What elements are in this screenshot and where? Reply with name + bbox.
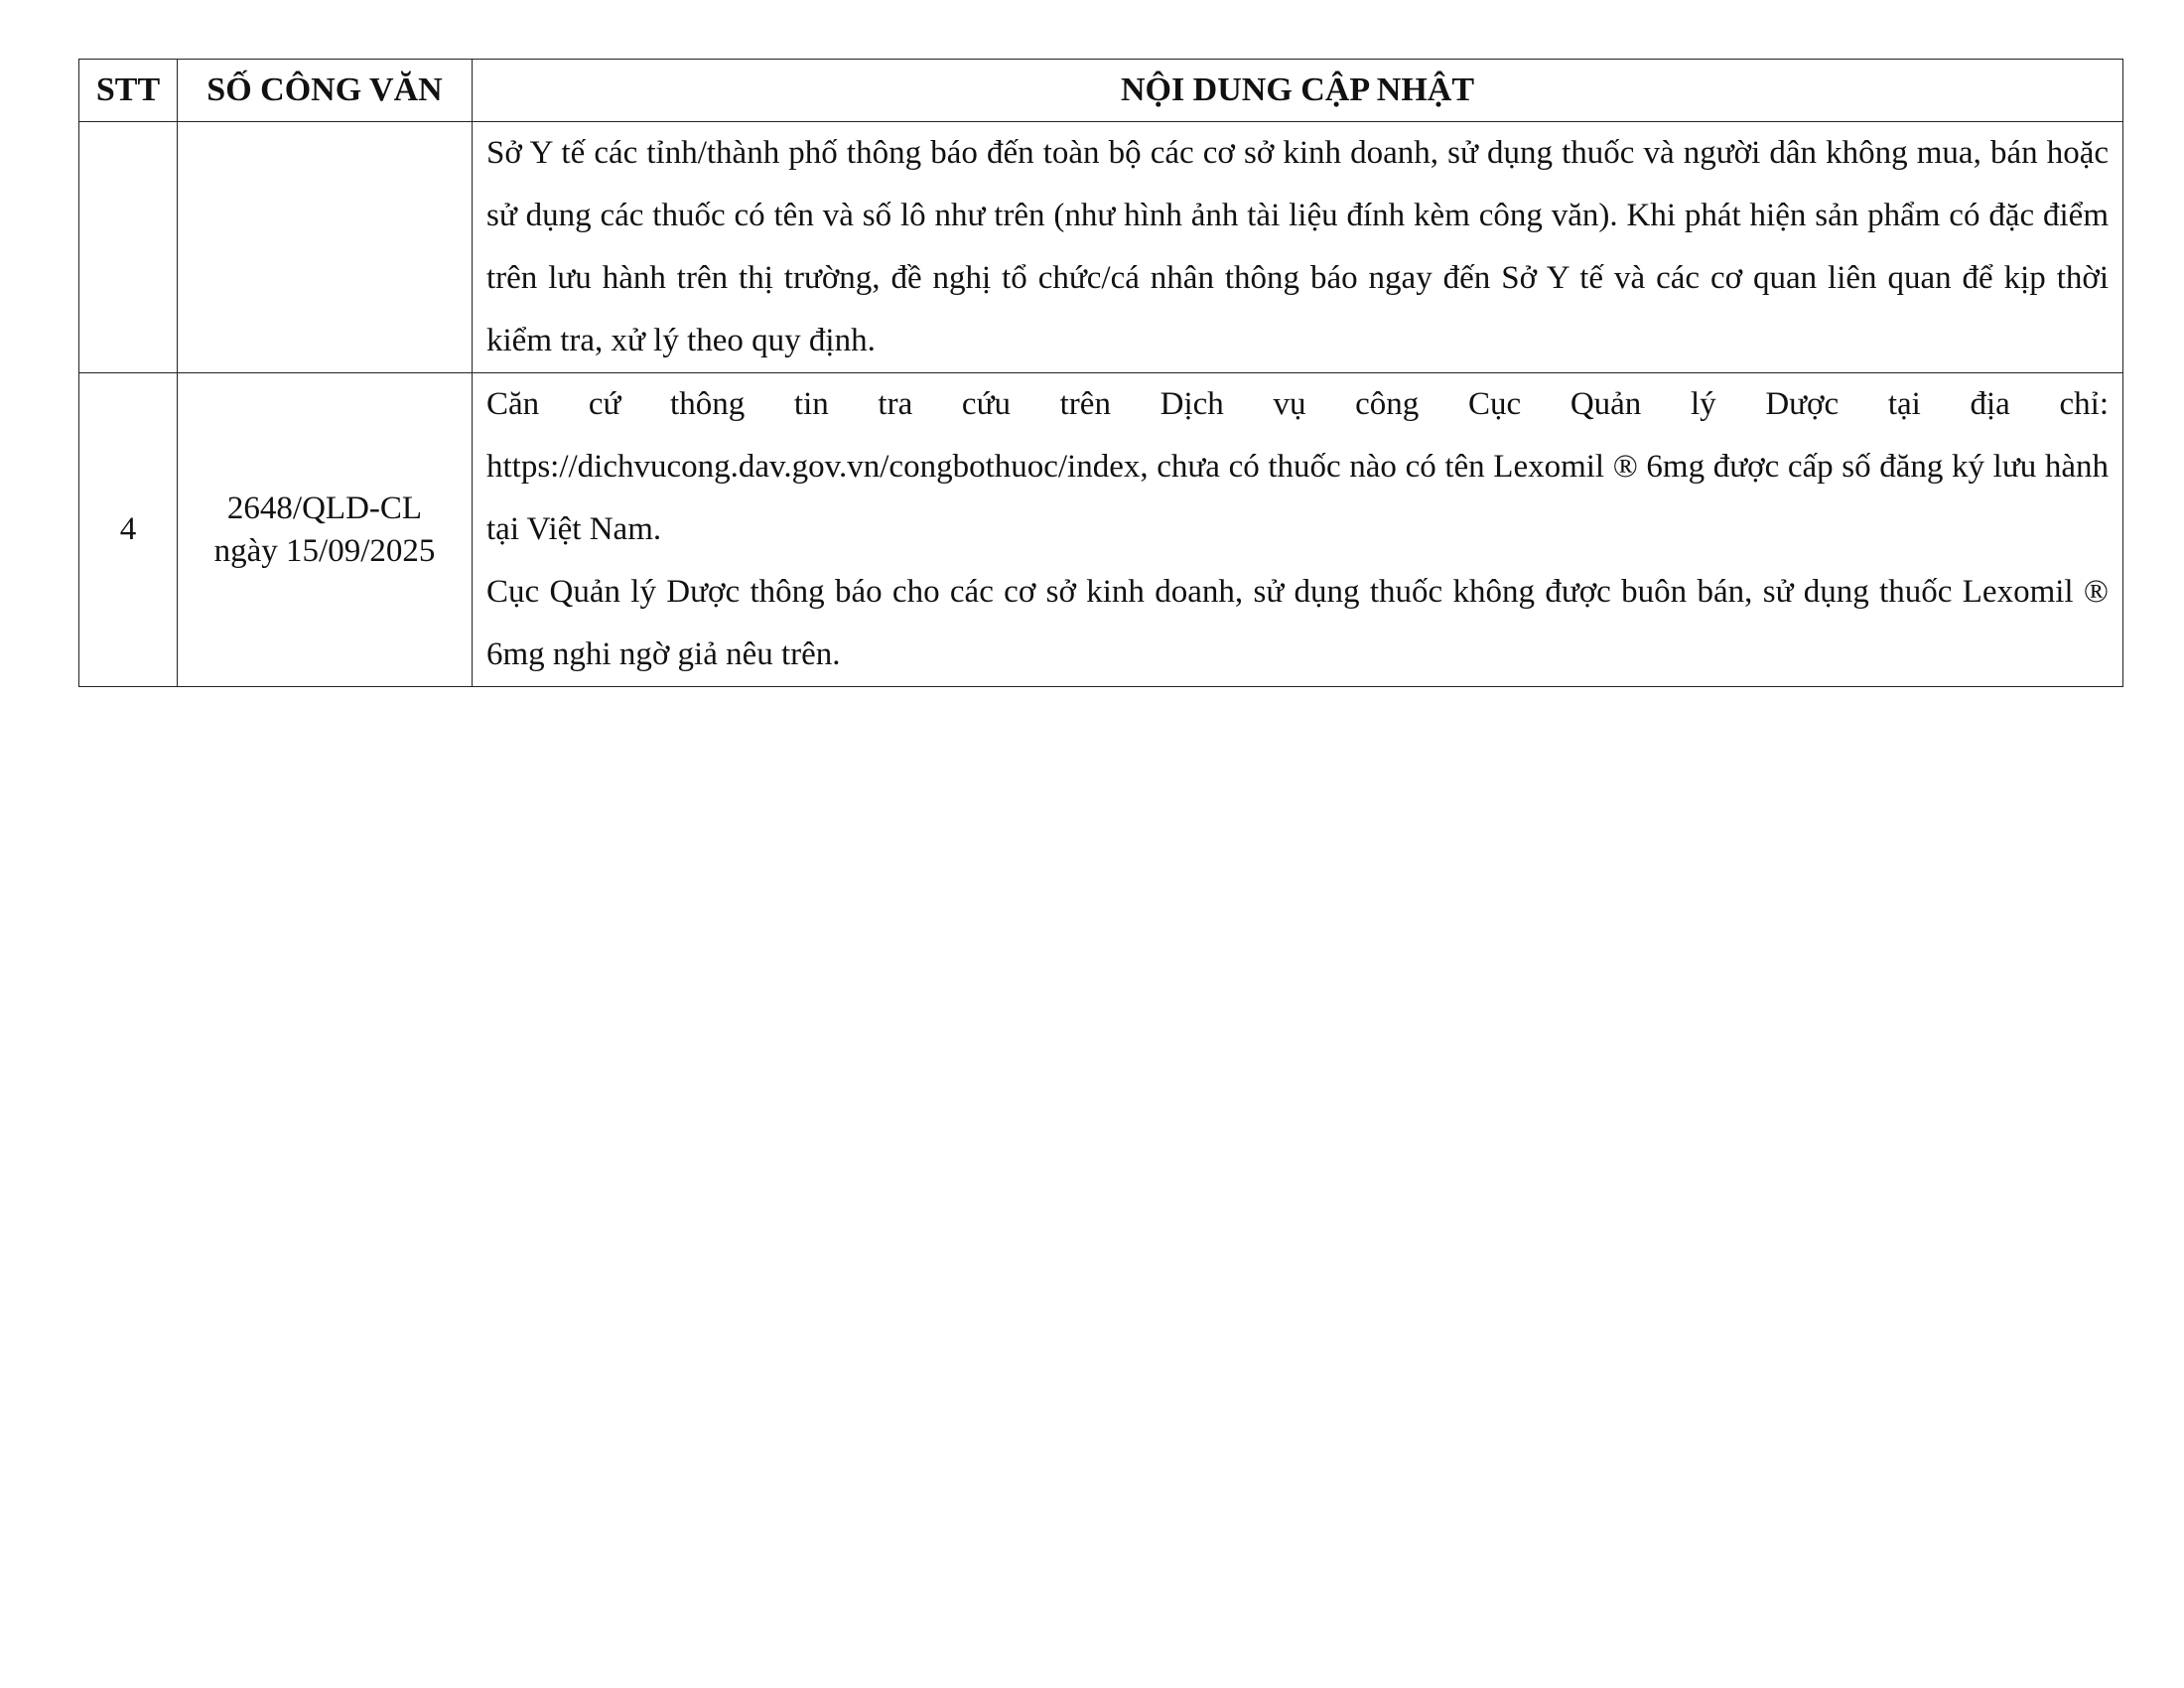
header-so-cong-van: SỐ CÔNG VĂN xyxy=(178,60,473,122)
table-row xyxy=(79,122,2123,373)
header-noi-dung: NỘI DUNG CẬP NHẬT xyxy=(473,60,2123,122)
row-stt-cell: 4 xyxy=(79,373,178,687)
content-paragraph: Sở Y tế các tỉnh/thành phố thông báo đến toàn bộ các cơ sở kinh doanh, sử dụng thuốc và người dân không mua, bán hoặc sử dụng các thuốc có tên và số lô như trên (như hình ảnh tài liệu đính kèm công văn). Khi phát hiện sản phẩm có đặc điểm trên lưu hành trên thị trường, đề nghị tổ chức/cá nhân thông báo ngay đến Sở Y tế và các cơ quan liên quan để kịp thời kiểm tra, xử lý theo quy định. xyxy=(486,135,2109,358)
row-stt-cell xyxy=(79,122,178,373)
row-document-number-cell xyxy=(178,122,473,373)
row-document-number-cell xyxy=(178,373,473,687)
table-body xyxy=(79,122,2123,687)
header-row xyxy=(79,60,2123,122)
update-table xyxy=(78,59,2123,687)
document-number: 2648/QLD-CL xyxy=(226,490,423,526)
document-date: ngày 15/09/2025 xyxy=(213,532,436,569)
content-paragraph: Cục Quản lý Dược thông báo cho các cơ sở kinh doanh, sử dụng thuốc không được buôn bán, sử dụng thuốc Lexomil ® 6mg nghi ngờ giả nêu trên. xyxy=(486,574,2109,672)
row-content-cell xyxy=(473,122,2123,373)
header-stt: STT xyxy=(79,60,178,122)
table-row xyxy=(79,373,2123,687)
content-paragraph: Căn cứ thông tin tra cứu trên Dịch vụ công Cục Quản lý Dược tại địa chỉ: https://dichvucong.dav.gov.vn/congbothuoc/index, chưa có thuốc nào có tên Lexomil ® 6mg được cấp số đăng ký lưu hành tại Việt Nam. xyxy=(486,386,2109,547)
table-header xyxy=(79,60,2123,122)
row-content-cell xyxy=(473,373,2123,687)
